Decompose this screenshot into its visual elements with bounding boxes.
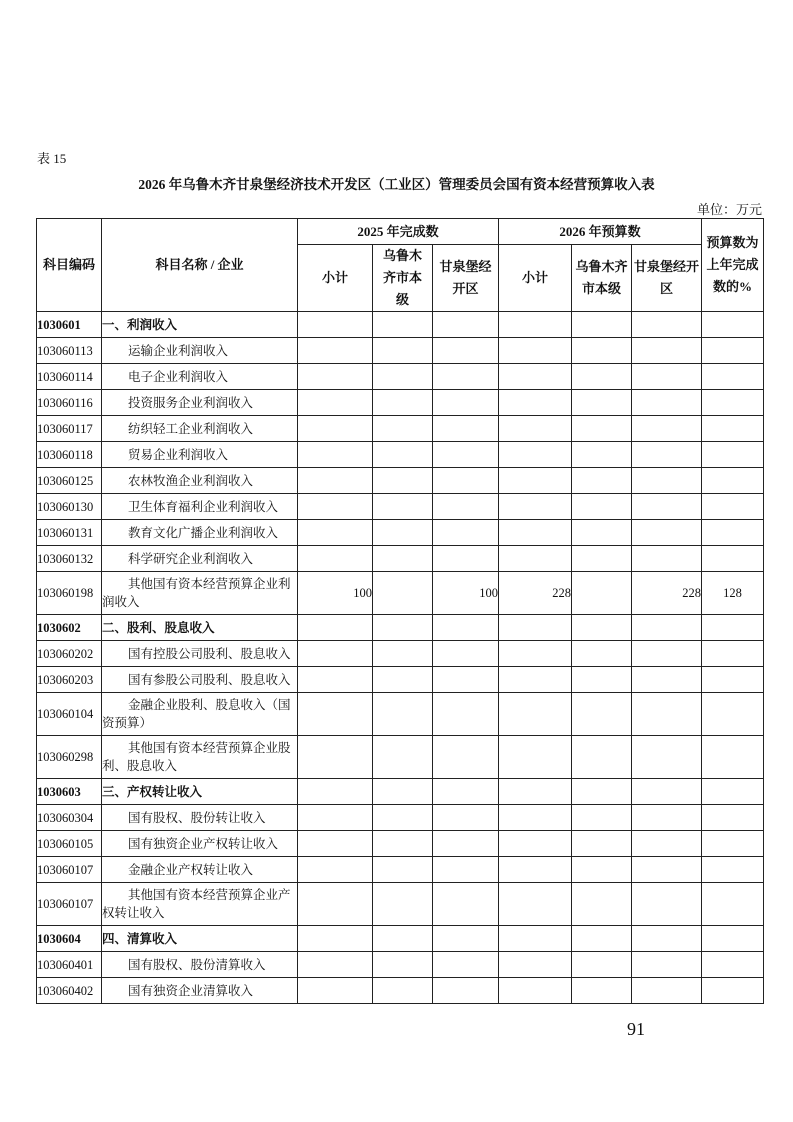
value-c2025-dist [433,883,499,926]
value-c2025-sub [298,831,373,857]
value-c2025-sub [298,468,373,494]
value-c2025-sub [298,693,373,736]
header-name: 科目名称 / 企业 [102,219,298,312]
value-c2026-dist [632,416,702,442]
value-c2025-city [373,390,433,416]
value-c2026-city [572,494,632,520]
subject-name: 卫生体育福利企业利润收入 [102,494,298,520]
table-row [37,883,764,926]
header-2025-city-level: 乌鲁木齐市本级 [373,245,433,312]
value-c2025-sub [298,615,373,641]
value-c2025-dist [433,520,499,546]
value-ratio [702,857,764,883]
value-c2026-city [572,883,632,926]
value-c2026-city [572,805,632,831]
value-ratio [702,978,764,1004]
subject-name: 四、清算收入 [102,926,298,952]
value-c2026-sub [499,805,572,831]
header-2026-subtotal: 小计 [499,245,572,312]
value-c2026-sub [499,546,572,572]
value-ratio [702,390,764,416]
value-c2026-sub [499,857,572,883]
value-c2025-city [373,494,433,520]
value-ratio [702,831,764,857]
value-c2026-sub [499,390,572,416]
value-c2025-city [373,468,433,494]
value-c2025-dist [433,779,499,805]
value-c2026-sub [499,883,572,926]
subject-code: 103060130 [37,494,102,520]
value-ratio [702,494,764,520]
subject-code: 103060114 [37,364,102,390]
value-c2025-sub [298,779,373,805]
value-ratio [702,667,764,693]
value-c2025-sub [298,952,373,978]
table-row [37,693,764,736]
value-c2025-sub [298,667,373,693]
subject-code: 103060402 [37,978,102,1004]
table-row [37,572,764,615]
value-c2026-city [572,615,632,641]
table-row [37,546,764,572]
table-row [37,468,764,494]
value-c2025-city [373,779,433,805]
table-row [37,641,764,667]
value-c2025-dist [433,468,499,494]
value-c2025-sub: 100 [298,572,373,615]
subject-code: 103060104 [37,693,102,736]
header-row-1 [37,219,764,245]
subject-name: 金融企业产权转让收入 [102,857,298,883]
value-c2025-city [373,364,433,390]
value-c2026-city [572,736,632,779]
table-row [37,831,764,857]
value-c2025-dist [433,494,499,520]
value-c2025-sub [298,390,373,416]
subject-code: 1030604 [37,926,102,952]
subject-name: 其他国有资本经营预算企业产权转让收入 [102,883,298,926]
value-c2025-sub [298,416,373,442]
value-c2025-dist [433,952,499,978]
value-c2025-dist: 100 [433,572,499,615]
subject-name: 其他国有资本经营预算企业利润收入 [102,572,298,615]
value-c2026-dist [632,338,702,364]
subject-code: 103060202 [37,641,102,667]
header-2025-subtotal: 小计 [298,245,373,312]
value-c2025-dist [433,693,499,736]
value-ratio [702,615,764,641]
subject-code: 103060117 [37,416,102,442]
header-2026-city-level: 乌鲁木齐市本级 [572,245,632,312]
subject-code: 103060203 [37,667,102,693]
value-ratio [702,693,764,736]
table-row [37,736,764,779]
value-c2026-dist [632,641,702,667]
value-c2026-dist [632,883,702,926]
value-ratio [702,442,764,468]
value-c2026-city [572,857,632,883]
value-c2026-city [572,468,632,494]
subject-code: 103060304 [37,805,102,831]
page-title: 2026 年乌鲁木齐甘泉堡经济技术开发区（工业区）管理委员会国有资本经营预算收入表 [138,177,655,192]
subject-code: 103060116 [37,390,102,416]
value-c2025-city [373,693,433,736]
value-c2025-city [373,572,433,615]
value-c2025-sub [298,857,373,883]
value-c2026-city [572,667,632,693]
value-c2026-city [572,338,632,364]
header-group-2026: 2026 年预算数 [499,219,702,245]
value-c2026-dist: 228 [632,572,702,615]
subject-code: 103060107 [37,857,102,883]
value-ratio [702,520,764,546]
table-row [37,442,764,468]
value-c2025-dist [433,546,499,572]
value-c2025-city [373,857,433,883]
value-c2026-sub [499,952,572,978]
value-c2026-dist [632,978,702,1004]
value-c2025-sub [298,883,373,926]
value-c2026-dist [632,805,702,831]
value-ratio [702,779,764,805]
subject-name: 国有控股公司股利、股息收入 [102,641,298,667]
value-c2025-sub [298,641,373,667]
value-c2026-city [572,641,632,667]
subject-name: 贸易企业利润收入 [102,442,298,468]
value-c2026-sub [499,693,572,736]
value-ratio [702,952,764,978]
value-c2025-dist [433,978,499,1004]
value-c2025-city [373,952,433,978]
value-c2025-city [373,667,433,693]
unit-label: 单位：万元 [696,202,762,217]
value-c2025-city [373,805,433,831]
value-c2025-sub [298,736,373,779]
subject-code: 1030603 [37,779,102,805]
subject-name: 二、股利、股息收入 [102,615,298,641]
value-ratio [702,926,764,952]
value-c2025-sub [298,494,373,520]
value-c2026-city [572,442,632,468]
value-c2025-dist [433,736,499,779]
subject-code: 103060401 [37,952,102,978]
table-row [37,667,764,693]
value-ratio [702,312,764,338]
value-c2025-dist [433,338,499,364]
subject-name: 科学研究企业利润收入 [102,546,298,572]
subject-code: 103060118 [37,442,102,468]
value-c2025-dist [433,805,499,831]
subject-name: 一、利润收入 [102,312,298,338]
value-c2026-dist [632,693,702,736]
value-ratio [702,805,764,831]
value-c2026-city [572,546,632,572]
value-c2025-sub [298,520,373,546]
value-c2025-sub [298,805,373,831]
value-c2025-city [373,338,433,364]
value-c2026-dist [632,468,702,494]
value-c2025-sub [298,338,373,364]
value-c2026-sub [499,926,572,952]
value-c2025-dist [433,390,499,416]
value-c2026-city [572,312,632,338]
subject-code: 103060113 [37,338,102,364]
value-c2025-city [373,416,433,442]
value-c2026-city [572,693,632,736]
value-c2025-dist [433,667,499,693]
value-ratio [702,546,764,572]
subject-name: 运输企业利润收入 [102,338,298,364]
value-c2026-city [572,364,632,390]
value-c2025-city [373,520,433,546]
header-2026-district: 甘泉堡经开区 [632,245,702,312]
subject-name: 三、产权转让收入 [102,779,298,805]
subject-code: 103060298 [37,736,102,779]
subject-code: 103060105 [37,831,102,857]
value-c2026-sub [499,615,572,641]
value-c2025-city [373,442,433,468]
value-c2026-city [572,952,632,978]
category-row [37,615,764,641]
subject-name: 农林牧渔企业利润收入 [102,468,298,494]
subject-name: 国有独资企业产权转让收入 [102,831,298,857]
value-ratio [702,416,764,442]
value-c2026-city [572,779,632,805]
value-c2025-city [373,546,433,572]
value-c2026-dist [632,442,702,468]
value-ratio: 128 [702,572,764,615]
subject-name: 国有参股公司股利、股息收入 [102,667,298,693]
value-c2026-dist [632,926,702,952]
value-c2025-dist [433,641,499,667]
value-c2026-sub [499,364,572,390]
header-code: 科目编码 [37,219,102,312]
category-row [37,779,764,805]
value-c2026-sub [499,494,572,520]
subject-code: 1030601 [37,312,102,338]
subject-name: 电子企业利润收入 [102,364,298,390]
header-group-2025: 2025 年完成数 [298,219,499,245]
value-c2026-city [572,390,632,416]
value-c2026-sub [499,978,572,1004]
value-c2026-city [572,416,632,442]
table-row [37,390,764,416]
value-c2026-sub [499,779,572,805]
value-c2026-city [572,520,632,546]
value-c2026-dist [632,520,702,546]
value-c2025-city [373,978,433,1004]
value-c2026-city [572,831,632,857]
value-c2025-city [373,831,433,857]
value-c2026-dist [632,494,702,520]
value-c2026-dist [632,831,702,857]
value-c2025-dist [433,615,499,641]
value-c2026-sub [499,641,572,667]
table-number: 表 15 [37,151,67,166]
category-row [37,312,764,338]
value-c2026-dist [632,615,702,641]
value-c2025-sub [298,978,373,1004]
table-row [37,520,764,546]
value-c2026-dist [632,779,702,805]
subject-code: 103060107 [37,883,102,926]
value-c2025-dist [433,364,499,390]
value-c2026-sub [499,831,572,857]
subject-code: 103060125 [37,468,102,494]
value-c2026-dist [632,857,702,883]
value-c2026-city [572,978,632,1004]
header-2025-district: 甘泉堡经开区 [433,245,499,312]
value-c2026-dist [632,736,702,779]
value-c2026-sub [499,338,572,364]
table-row [37,952,764,978]
value-c2026-city [572,572,632,615]
table-row [37,978,764,1004]
budget-revenue-table [36,218,764,1004]
value-c2025-sub [298,312,373,338]
value-ratio [702,883,764,926]
value-c2026-sub [499,667,572,693]
subject-name: 国有股权、股份清算收入 [102,952,298,978]
value-c2026-dist [632,546,702,572]
value-c2025-city [373,736,433,779]
subject-name: 国有股权、股份转让收入 [102,805,298,831]
value-c2025-city [373,615,433,641]
value-c2026-sub: 228 [499,572,572,615]
value-c2026-dist [632,364,702,390]
value-ratio [702,641,764,667]
subject-code: 1030602 [37,615,102,641]
table-row [37,416,764,442]
table-row [37,338,764,364]
value-ratio [702,364,764,390]
subject-code: 103060132 [37,546,102,572]
header-ratio: 预算数为上年完成数的% [702,219,764,312]
subject-name: 其他国有资本经营预算企业股利、股息收入 [102,736,298,779]
table-row [37,364,764,390]
page-number: 91 [627,1019,645,1039]
value-c2025-sub [298,442,373,468]
value-c2026-dist [632,390,702,416]
value-ratio [702,736,764,779]
subject-name: 纺织轻工企业利润收入 [102,416,298,442]
value-c2025-dist [433,416,499,442]
value-c2026-dist [632,667,702,693]
value-c2025-dist [433,442,499,468]
subject-name: 教育文化广播企业利润收入 [102,520,298,546]
value-c2026-dist [632,312,702,338]
value-c2026-sub [499,468,572,494]
value-c2025-sub [298,364,373,390]
value-c2025-city [373,312,433,338]
value-c2026-sub [499,442,572,468]
value-c2025-dist [433,926,499,952]
subject-code: 103060131 [37,520,102,546]
subject-name: 国有独资企业清算收入 [102,978,298,1004]
value-c2026-sub [499,416,572,442]
value-c2026-city [572,926,632,952]
value-c2025-sub [298,546,373,572]
value-c2026-dist [632,952,702,978]
value-c2025-city [373,926,433,952]
subject-code: 103060198 [37,572,102,615]
table-row [37,805,764,831]
value-ratio [702,468,764,494]
value-c2025-city [373,883,433,926]
value-c2026-sub [499,520,572,546]
value-c2025-sub [298,926,373,952]
value-c2025-dist [433,831,499,857]
value-c2026-sub [499,736,572,779]
table-row [37,494,764,520]
table-row [37,857,764,883]
value-c2025-dist [433,857,499,883]
subject-name: 投资服务企业利润收入 [102,390,298,416]
value-c2026-sub [499,312,572,338]
value-c2025-dist [433,312,499,338]
subject-name: 金融企业股利、股息收入（国资预算） [102,693,298,736]
category-row [37,926,764,952]
value-c2025-city [373,641,433,667]
table-body [37,312,764,1004]
value-ratio [702,338,764,364]
